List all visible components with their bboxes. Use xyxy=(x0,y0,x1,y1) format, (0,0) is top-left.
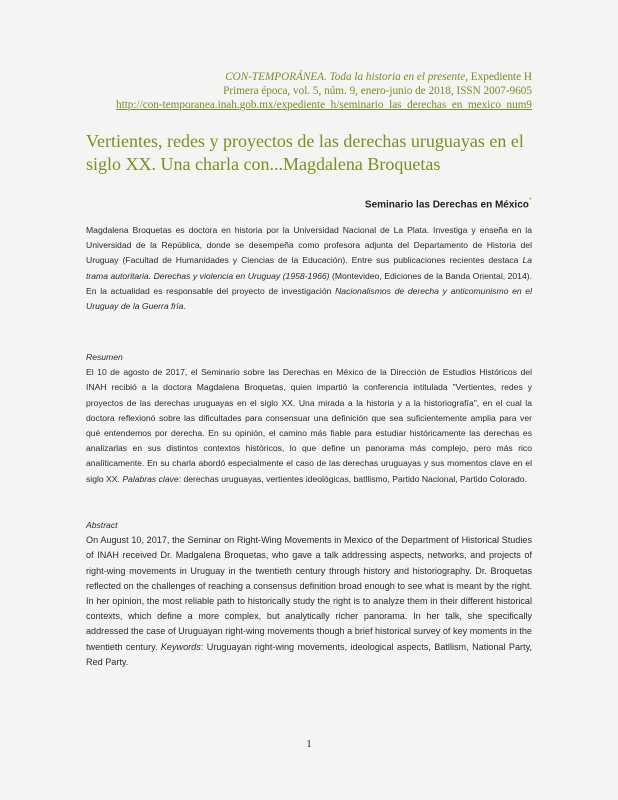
keywords-label: Keywords xyxy=(160,641,201,652)
bio-text-3: . xyxy=(183,301,186,312)
abstract-text: On August 10, 2017, the Seminar on Right-Wing Movements in Mexico of the Department of Historical Studies of INAH received Dr. Madgalena Broquetas, who gave a talk addressing aspects, networks, and projects of right-wing movements in Uruguay in the twentieth century through history and historiography. Dr. Broquetas reflected on the challenges of reaching a consensus definition broad enough to see what is meant by the right. In her opinion, the most reliable path to historically study the right is to analyze them in their different historical contexts, which define a more complex, but analytically richer panorama. In her talk, she specifically addressed the case of Uruguayan right-wing movements though a brief historical survey of key moments in the twentieth century. xyxy=(86,535,532,652)
header-line-2: Primera época, vol. 5, núm. 9, enero-junio de 2018, ISSN 2007-9605 xyxy=(223,85,532,97)
bio-text-2: (Montevideo, Ediciones de la Banda Oriental, 2014). En la actualidad es responsable del proyecto de investigación xyxy=(86,270,532,296)
article-title: Vertientes, redes y proyectos de las derechas uruguayas en el siglo XX. Una charla con...Magdalena Broquetas xyxy=(86,131,524,174)
article-url-link[interactable]: http://con-temporanea.inah.gob.mx/expediente_h/seminario_las_derechas_en_mexico_num9 xyxy=(116,99,532,111)
resumen-text: El 10 de agosto de 2017, el Seminario sobre las Derechas en México de la Dirección de Estudios Históricos del INAH recibió a la doctora Magdalena Broquetas, quien impartió la conferencia intitulada "Vertientes, redes y proyectos de las derechas uruguayas en el siglo XX. Una mirada a la historia y a la historiografía", en el cual la doctora reflexionó sobre las dificultades para consensuar una definición que sea suficientemente amplia para ver qué entendemos por derecha. En su opinión, el camino más fiable para estudiar históricamente las derechas es analizarlas en sus distintos contextos históricos, lo que define un panorama más complejo, pero más rico analíticamente. En su charla abordó especialmente el caso de las derechas uruguayas y sus momentos clave en el siglo XX. xyxy=(86,367,532,484)
bio-project-title: Nacionalismos de derecha y anticomunismo en el Uruguay de la Guerra fría xyxy=(86,285,532,312)
keywords-text: : Uruguayan right-wing movements, ideological aspects, Batllism, National Party, Red Party. xyxy=(86,641,532,667)
footnote-marker[interactable]: * xyxy=(528,196,532,205)
palabras-clave-text: : derechas uruguayas, vertientes ideológicas, batllismo, Partido Nacional, Partido Colorado. xyxy=(178,473,527,484)
seminar-author xyxy=(365,196,532,210)
palabras-clave-label: Palabras clave xyxy=(122,473,179,484)
journal-header xyxy=(116,70,532,112)
journal-name: CON-TEMPORÁNEA. Toda la historia en el presente, xyxy=(225,71,468,83)
bio-text-1: Magdalena Broquetas es doctora en historia por la Universidad Nacional de La Plata. Investiga y enseña en la Universidad de la República, donde se desempeña como profesora adjunta del Departamento de Historia del Uruguay (Facultad de Humanidades y Ciencias de la Educación). Entre sus publicaciones recientes destaca xyxy=(86,225,532,266)
expediente-label: Expediente H xyxy=(468,71,532,83)
resumen-heading: Resumen xyxy=(86,352,123,362)
abstract-heading: Abstract xyxy=(86,520,118,530)
bio-book-title: La trama autoritaria. Derechas y violencia en Uruguay (1958-1966) xyxy=(86,255,532,281)
abstract-section xyxy=(86,518,532,670)
page-number: 1 xyxy=(306,738,312,750)
seminar-label: Seminario las Derechas en México xyxy=(364,199,529,211)
bio-paragraph xyxy=(86,223,532,314)
resumen-section xyxy=(86,350,532,487)
header-line-1 xyxy=(116,70,532,84)
